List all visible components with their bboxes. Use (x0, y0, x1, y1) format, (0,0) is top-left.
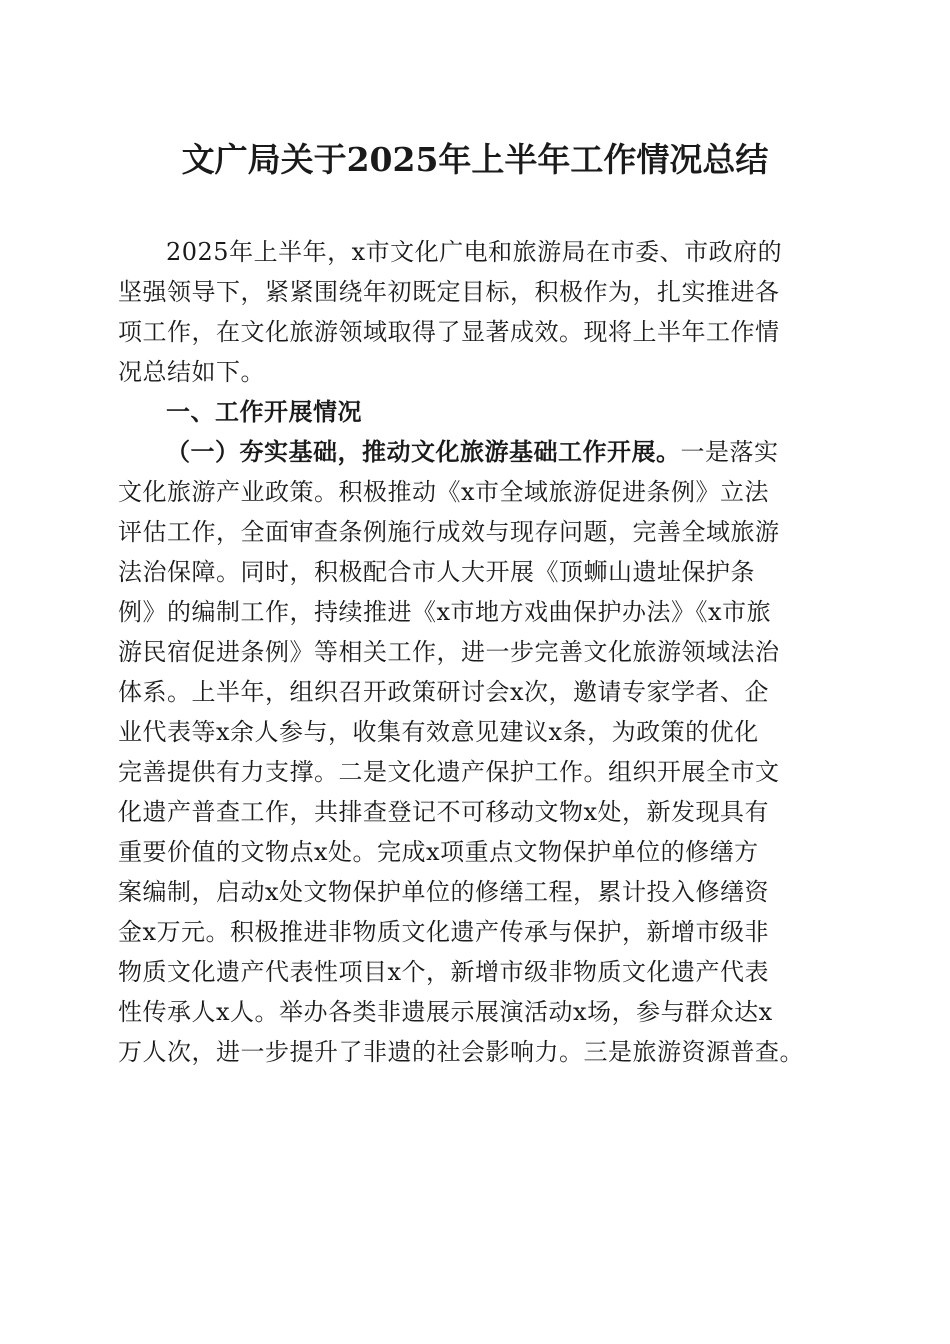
paragraph-line: 体系。上半年，组织召开政策研讨会x次，邀请专家学者、企 (118, 678, 770, 706)
paragraph-line: 万人次，进一步提升了非遗的社会影响力。三是旅游资源普查。 (118, 1038, 804, 1066)
document-body (118, 232, 838, 1072)
paragraph-line: 物质文化遗产代表性项目x个，新增市级非物质文化遗产代表 (118, 958, 770, 986)
paragraph-line: 坚强领导下，紧紧围绕年初既定目标，积极作为，扎实推进各 (118, 278, 780, 306)
paragraph-line: 例》的编制工作，持续推进《x市地方戏曲保护办法》《x市旅 (118, 598, 772, 626)
paragraph-line: 2025年上半年，x市文化广电和旅游局在市委、市政府的 (166, 238, 783, 266)
paragraph-line: 金x万元。积极推进非物质文化遗产传承与保护，新增市级非 (118, 918, 770, 946)
subsection-heading: （一）夯实基础，推动文化旅游基础工作开展。 (166, 437, 681, 466)
paragraph-fragment: 一是落实 (680, 438, 779, 466)
document-title: 文广局关于2025年上半年工作情况总结 (181, 140, 769, 179)
paragraph-line: 游民宿促进条例》等相关工作，进一步完善文化旅游领域法治 (118, 638, 780, 666)
paragraph-line: 重要价值的文物点x处。完成x项重点文物保护单位的修缮方 (118, 838, 759, 866)
paragraph-line: 况总结如下。 (118, 358, 265, 386)
paragraph-line: 业代表等x余人参与，收集有效意见建议x条，为政策的优化 (118, 718, 759, 746)
paragraph-line: 项工作，在文化旅游领域取得了显著成效。现将上半年工作情 (118, 318, 780, 346)
paragraph-line: 化遗产普查工作，共排查登记不可移动文物x处，新发现具有 (118, 798, 770, 826)
paragraph-line: 评估工作，全面审查条例施行成效与现存问题，完善全域旅游 (118, 518, 780, 546)
paragraph-line: 文化旅游产业政策。积极推动《x市全域旅游促进条例》立法 (118, 478, 770, 506)
paragraph-line: 性传承人x人。举办各类非遗展示展演活动x场，参与群众达x (118, 998, 773, 1026)
paragraph-line: 案编制，启动x处文物保护单位的修缮工程，累计投入修缮资 (118, 878, 770, 906)
section-heading: 一、工作开展情况 (166, 398, 362, 426)
paragraph-line: 完善提供有力支撑。二是文化遗产保护工作。组织开展全市文 (118, 758, 780, 786)
paragraph-line: 法治保障。同时，积极配合市人大开展《顶蛳山遗址保护条 (118, 558, 755, 586)
paragraph-line (118, 432, 838, 472)
